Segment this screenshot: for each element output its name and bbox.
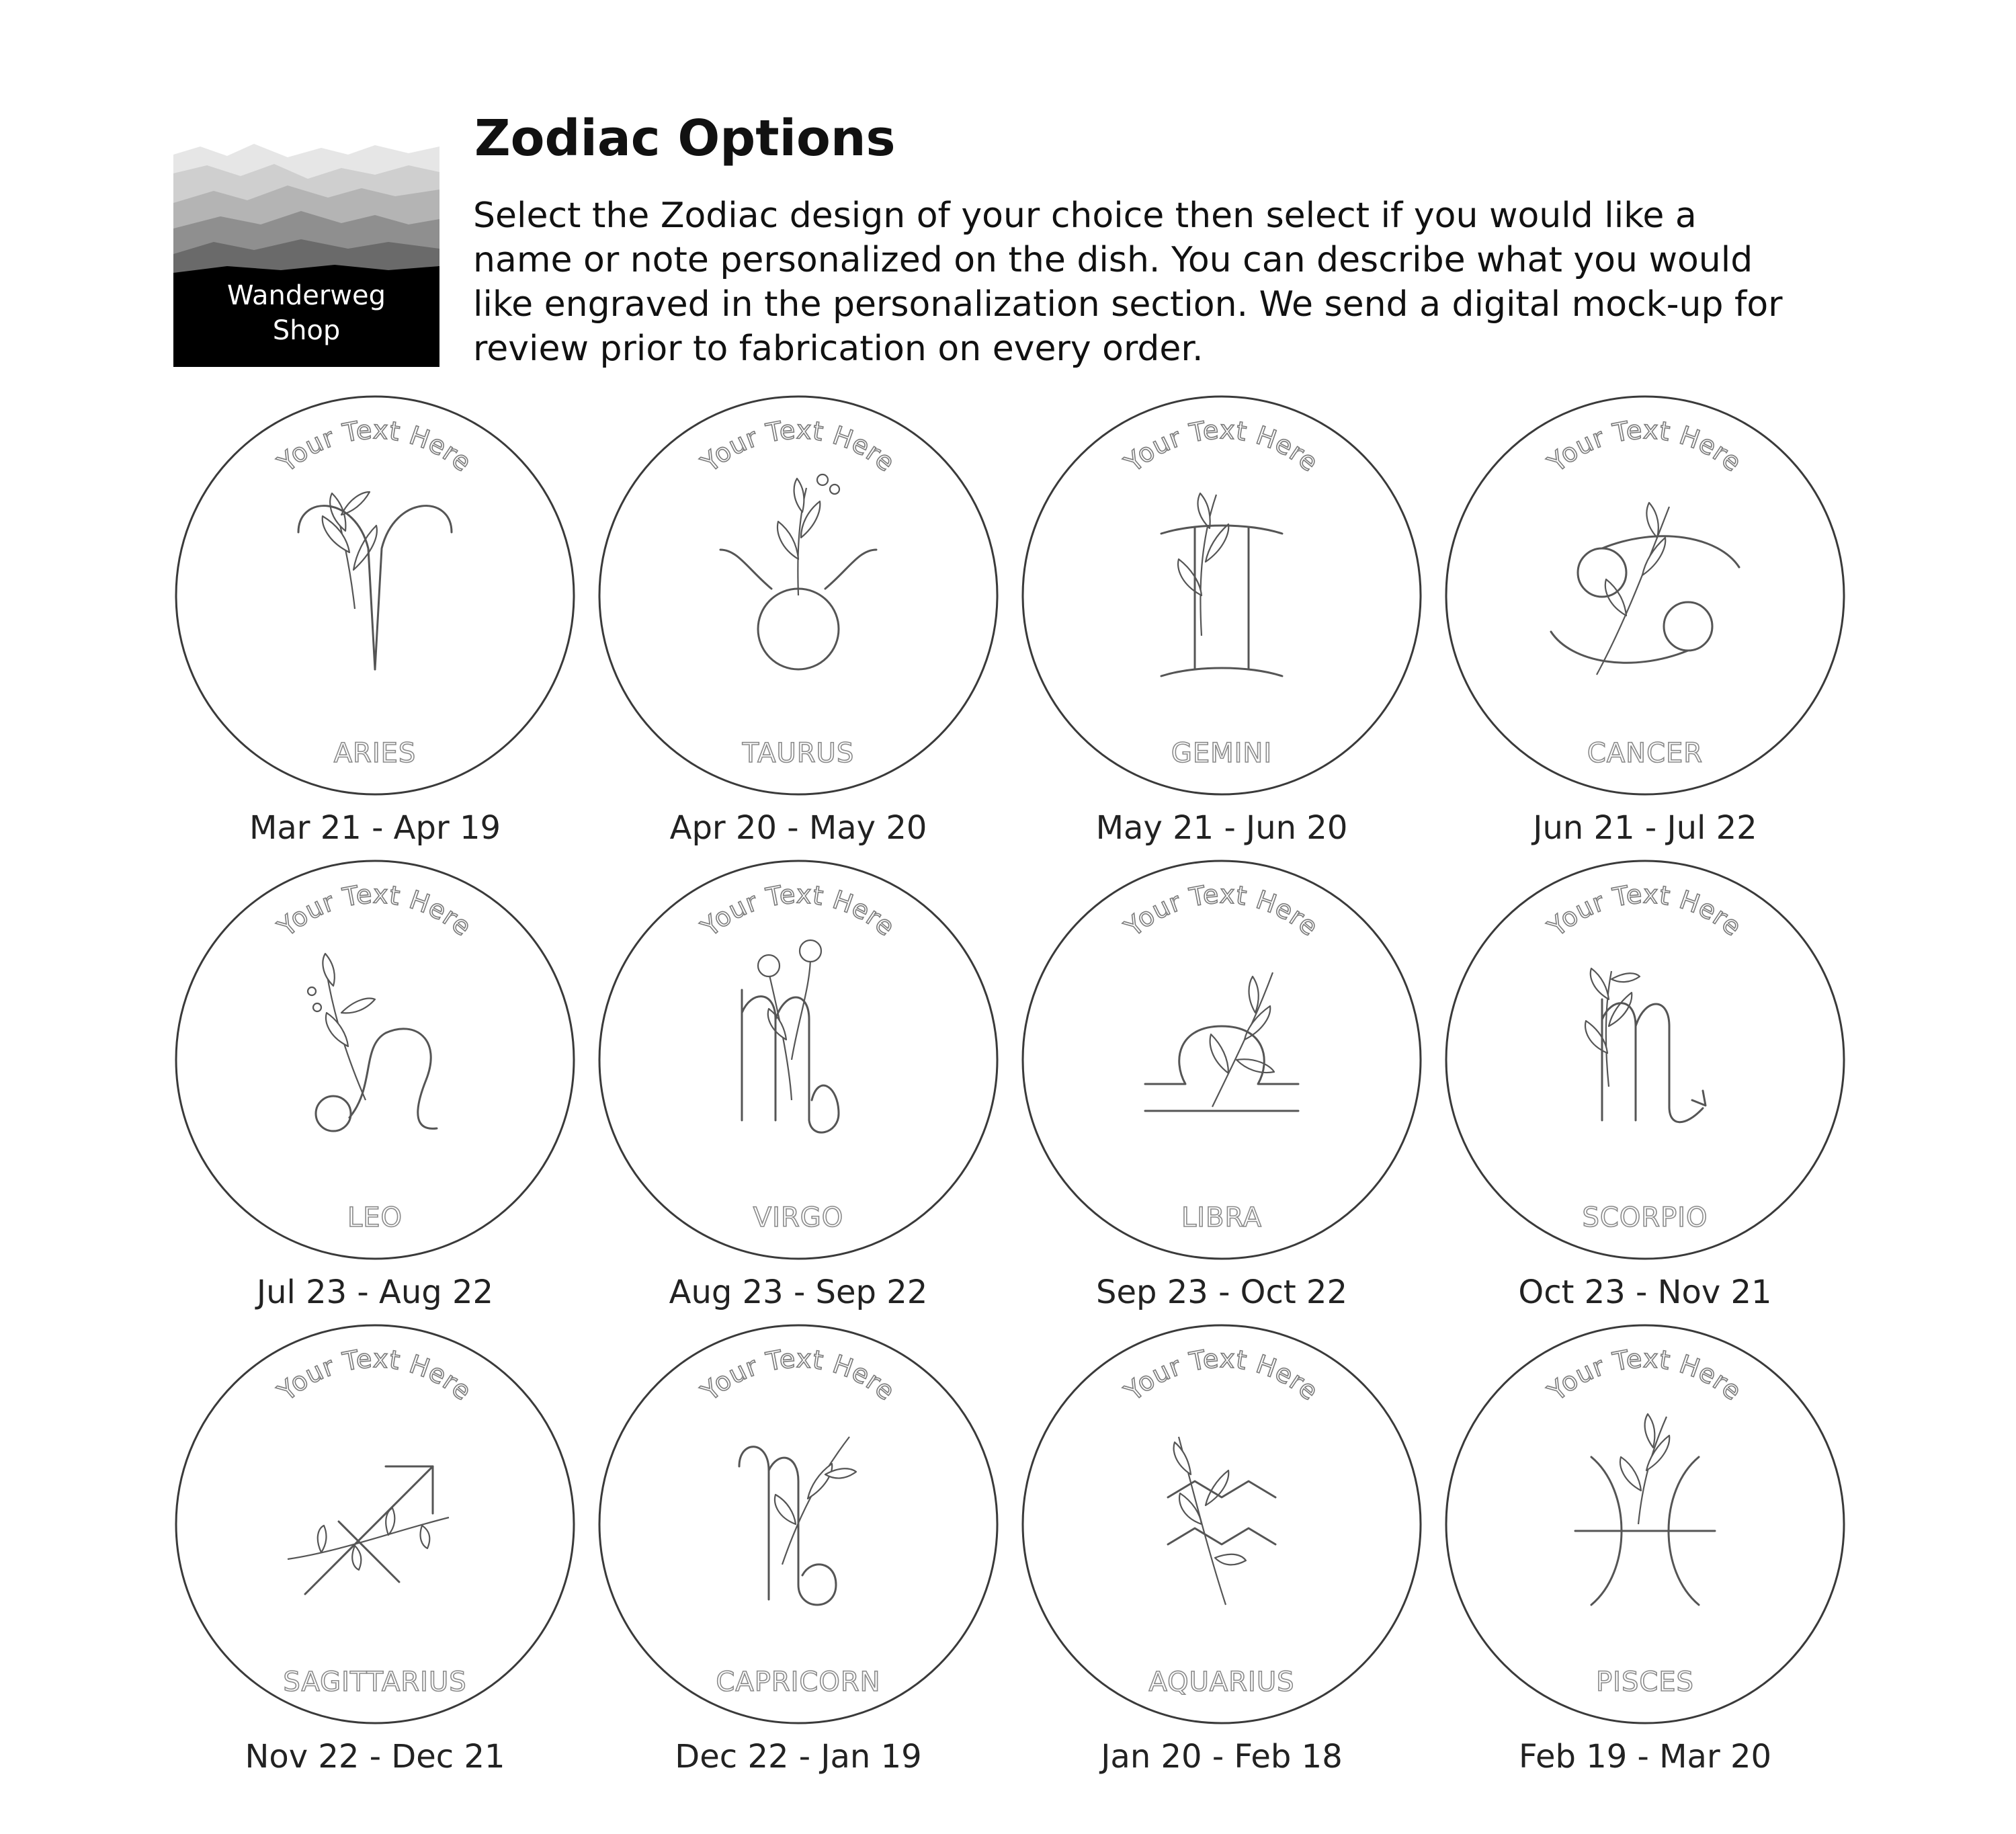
zodiac-card-capricorn[interactable]	[597, 1323, 1000, 1780]
zodiac-card-aries[interactable]	[173, 394, 577, 851]
sign-name: SCORPIO	[1582, 1202, 1708, 1233]
sign-dates: Jan 20 - Feb 18	[1101, 1738, 1343, 1776]
page-title: Zodiac Options	[474, 110, 896, 167]
dish-outline	[599, 861, 997, 1259]
sign-dates: May 21 - Jun 20	[1095, 809, 1348, 847]
zodiac-card-libra[interactable]	[1020, 858, 1423, 1315]
sign-name: GEMINI	[1171, 738, 1273, 769]
dish-outline	[1446, 397, 1844, 794]
dish-illustration	[1020, 394, 1423, 797]
zodiac-card-virgo[interactable]	[597, 858, 1000, 1315]
dish-outline	[176, 861, 574, 1259]
sign-dates: Dec 22 - Jan 19	[675, 1738, 922, 1776]
sign-name: TAURUS	[742, 738, 855, 769]
dish-placeholder-text: Your Text Here	[1542, 1343, 1748, 1407]
dish-placeholder-text: Your Text Here	[1542, 879, 1748, 942]
zodiac-card-taurus[interactable]	[597, 394, 1000, 851]
sign-name: PISCES	[1596, 1667, 1694, 1698]
dish-illustration	[1020, 858, 1423, 1261]
dish-illustration	[173, 394, 577, 797]
dish-illustration	[173, 1323, 577, 1726]
sign-name: SAGITTARIUS	[283, 1667, 467, 1698]
logo-name-line-1: Wanderweg	[226, 280, 386, 311]
dish-illustration	[597, 1323, 1000, 1726]
sign-name: CANCER	[1587, 738, 1704, 769]
sign-dates: Aug 23 - Sep 22	[669, 1274, 928, 1311]
sign-name: CAPRICORN	[716, 1667, 881, 1698]
sign-dates: Mar 21 - Apr 19	[249, 809, 501, 847]
dish-illustration	[597, 858, 1000, 1261]
dish-illustration	[1443, 394, 1847, 797]
dish-placeholder-text: Your Text Here	[1542, 415, 1748, 478]
sign-name: LEO	[347, 1202, 403, 1233]
zodiac-card-pisces[interactable]	[1443, 1323, 1847, 1780]
dish-placeholder-text: Your Text Here	[1119, 1343, 1325, 1407]
sign-name: VIRGO	[753, 1202, 844, 1233]
dish-placeholder-text: Your Text Here	[1119, 415, 1325, 478]
sign-dates: Apr 20 - May 20	[669, 809, 927, 847]
dish-outline	[1446, 1325, 1844, 1723]
dish-outline	[1023, 1325, 1421, 1723]
sign-dates: Sep 23 - Oct 22	[1096, 1274, 1347, 1311]
sign-name: AQUARIUS	[1148, 1667, 1295, 1698]
dish-placeholder-text: Your Text Here	[1119, 879, 1325, 942]
dish-illustration	[1020, 1323, 1423, 1726]
sign-dates: Jul 23 - Aug 22	[256, 1274, 494, 1311]
dish-placeholder-text: Your Text Here	[696, 415, 901, 478]
dish-outline	[1446, 861, 1844, 1259]
sign-dates: Oct 23 - Nov 21	[1518, 1274, 1772, 1311]
dish-illustration	[597, 394, 1000, 797]
dish-placeholder-text: Your Text Here	[272, 415, 478, 478]
dish-illustration	[1443, 858, 1847, 1261]
sign-dates: Feb 19 - Mar 20	[1518, 1738, 1772, 1776]
page-description: Select the Zodiac design of your choice then select if you would like a name or note personalized on the dish. You can describe what you would like engraved in the personalization section. We send a digital mock-up for review prior to fabrication on every order.	[473, 196, 1783, 369]
sign-name: LIBRA	[1181, 1202, 1263, 1233]
dish-placeholder-text: Your Text Here	[696, 879, 901, 942]
dish-illustration	[1443, 1323, 1847, 1726]
logo-name-line-2: Shop	[272, 315, 341, 346]
zodiac-card-gemini[interactable]	[1020, 394, 1423, 851]
zodiac-card-cancer[interactable]	[1443, 394, 1847, 851]
dish-outline	[176, 397, 574, 794]
dish-outline	[1023, 397, 1421, 794]
shop-logo	[173, 141, 439, 367]
dish-placeholder-text: Your Text Here	[696, 1343, 901, 1407]
zodiac-card-scorpio[interactable]	[1443, 858, 1847, 1315]
zodiac-card-sagittarius[interactable]	[173, 1323, 577, 1780]
dish-placeholder-text: Your Text Here	[272, 879, 478, 942]
zodiac-card-aquarius[interactable]	[1020, 1323, 1423, 1780]
dish-placeholder-text: Your Text Here	[272, 1343, 478, 1407]
zodiac-card-leo[interactable]	[173, 858, 577, 1315]
dish-illustration	[173, 858, 577, 1261]
sign-dates: Nov 22 - Dec 21	[245, 1738, 505, 1776]
sign-name: ARIES	[333, 738, 417, 769]
sign-dates: Jun 21 - Jul 22	[1533, 809, 1757, 847]
